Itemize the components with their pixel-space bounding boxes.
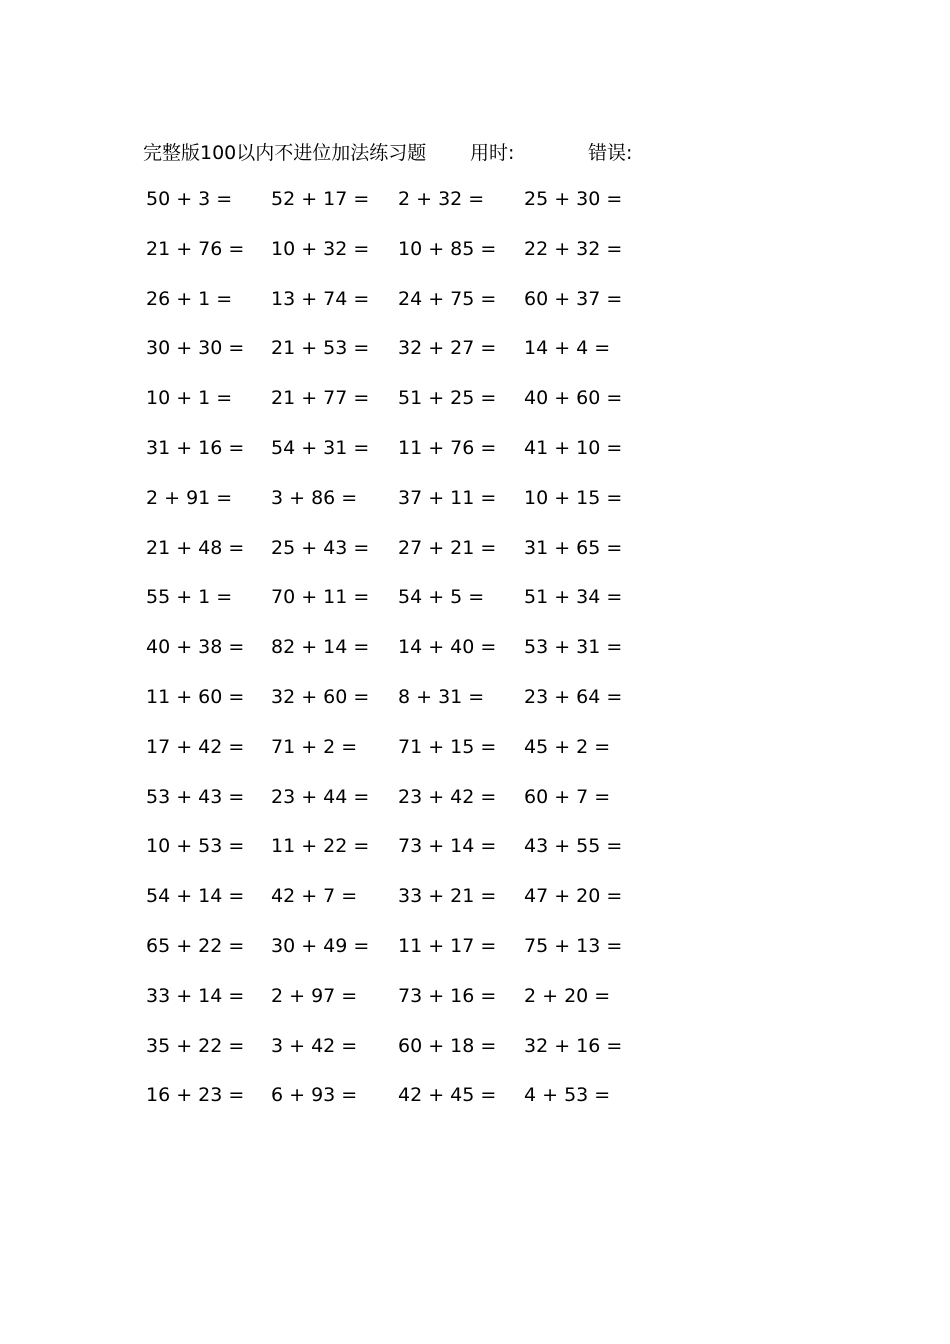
addition-problem: 60 + 37 = xyxy=(524,287,623,310)
problem-row xyxy=(0,184,950,214)
addition-problem: 31 + 65 = xyxy=(524,536,623,559)
addition-problem: 40 + 60 = xyxy=(524,387,623,410)
problem-row xyxy=(0,234,950,264)
addition-problem: 17 + 42 = xyxy=(146,735,245,758)
addition-problem: 55 + 1 = xyxy=(146,586,233,609)
problem-row xyxy=(0,682,950,712)
addition-problem: 73 + 14 = xyxy=(398,835,497,858)
addition-problem: 11 + 17 = xyxy=(398,935,497,957)
addition-problem: 26 + 1 = xyxy=(146,287,233,310)
addition-problem: 11 + 76 = xyxy=(398,437,497,459)
addition-problem: 41 + 10 = xyxy=(524,437,623,459)
addition-problem: 10 + 1 = xyxy=(146,387,233,410)
addition-problem: 21 + 48 = xyxy=(146,536,245,559)
addition-problem: 23 + 44 = xyxy=(271,785,370,808)
problem-row xyxy=(0,433,950,463)
problem-row xyxy=(0,881,950,911)
problem-row xyxy=(0,333,950,363)
addition-problem: 16 + 23 = xyxy=(146,1084,245,1107)
addition-problem: 31 + 16 = xyxy=(146,437,245,459)
problem-row xyxy=(0,732,950,762)
addition-problem: 2 + 91 = xyxy=(146,486,233,509)
addition-problem: 25 + 43 = xyxy=(271,536,370,559)
addition-problem: 54 + 31 = xyxy=(271,437,370,459)
addition-problem: 32 + 16 = xyxy=(524,1034,623,1057)
addition-problem: 33 + 14 = xyxy=(146,984,245,1007)
addition-problem: 24 + 75 = xyxy=(398,287,497,310)
addition-problem: 21 + 76 = xyxy=(146,237,245,260)
addition-problem: 60 + 18 = xyxy=(398,1034,497,1057)
addition-problem: 54 + 5 = xyxy=(398,586,485,609)
addition-problem: 10 + 32 = xyxy=(271,237,370,260)
problem-row xyxy=(0,533,950,563)
addition-problem: 2 + 97 = xyxy=(271,984,358,1007)
addition-problem: 42 + 45 = xyxy=(398,1084,497,1107)
addition-problem: 35 + 22 = xyxy=(146,1034,245,1057)
addition-problem: 71 + 15 = xyxy=(398,735,497,758)
addition-problem: 73 + 16 = xyxy=(398,984,497,1007)
worksheet-header xyxy=(0,135,950,165)
addition-problem: 82 + 14 = xyxy=(271,636,370,659)
addition-problem: 2 + 20 = xyxy=(524,984,611,1007)
addition-problem: 6 + 93 = xyxy=(271,1084,358,1107)
addition-problem: 10 + 85 = xyxy=(398,237,497,260)
addition-problem: 2 + 32 = xyxy=(398,188,485,210)
addition-problem: 30 + 49 = xyxy=(271,935,370,957)
addition-problem: 11 + 22 = xyxy=(271,835,370,858)
addition-problem: 30 + 30 = xyxy=(146,337,245,360)
problem-row xyxy=(0,981,950,1011)
addition-problem: 51 + 34 = xyxy=(524,586,623,609)
addition-problem: 25 + 30 = xyxy=(524,188,623,210)
problem-row xyxy=(0,383,950,413)
addition-problem: 50 + 3 = xyxy=(146,188,233,210)
addition-problem: 47 + 20 = xyxy=(524,885,623,908)
addition-problem: 10 + 53 = xyxy=(146,835,245,858)
addition-problem: 14 + 40 = xyxy=(398,636,497,659)
addition-problem: 32 + 60 = xyxy=(271,686,370,708)
addition-problem: 33 + 21 = xyxy=(398,885,497,908)
addition-problem: 21 + 53 = xyxy=(271,337,370,360)
problem-row xyxy=(0,831,950,861)
addition-problem: 60 + 7 = xyxy=(524,785,611,808)
addition-problem: 37 + 11 = xyxy=(398,486,497,509)
addition-problem: 3 + 86 = xyxy=(271,486,358,509)
addition-problem: 42 + 7 = xyxy=(271,885,358,908)
addition-problem: 52 + 17 = xyxy=(271,188,370,210)
addition-problem: 65 + 22 = xyxy=(146,935,245,957)
addition-problem: 32 + 27 = xyxy=(398,337,497,360)
problem-row xyxy=(0,284,950,314)
problem-row xyxy=(0,632,950,662)
addition-problem: 27 + 21 = xyxy=(398,536,497,559)
problem-row xyxy=(0,782,950,812)
addition-problem: 23 + 42 = xyxy=(398,785,497,808)
addition-problem: 22 + 32 = xyxy=(524,237,623,260)
addition-problem: 8 + 31 = xyxy=(398,686,485,708)
time-label: 用时: xyxy=(470,142,515,164)
addition-problem: 45 + 2 = xyxy=(524,735,611,758)
problem-row xyxy=(0,1031,950,1061)
addition-problem: 43 + 55 = xyxy=(524,835,623,858)
addition-problem: 21 + 77 = xyxy=(271,387,370,410)
addition-problem: 11 + 60 = xyxy=(146,686,245,708)
worksheet-title: 完整版100以内不进位加法练习题 xyxy=(143,142,427,164)
addition-problem: 53 + 31 = xyxy=(524,636,623,659)
addition-problem: 14 + 4 = xyxy=(524,337,611,360)
addition-problem: 71 + 2 = xyxy=(271,735,358,758)
problem-row xyxy=(0,931,950,961)
addition-problem: 53 + 43 = xyxy=(146,785,245,808)
problem-row xyxy=(0,1080,950,1110)
addition-problem: 40 + 38 = xyxy=(146,636,245,659)
problem-row xyxy=(0,483,950,513)
problem-row xyxy=(0,582,950,612)
addition-problem: 3 + 42 = xyxy=(271,1034,358,1057)
addition-problem: 54 + 14 = xyxy=(146,885,245,908)
addition-problem: 10 + 15 = xyxy=(524,486,623,509)
addition-problem: 51 + 25 = xyxy=(398,387,497,410)
addition-problem: 4 + 53 = xyxy=(524,1084,611,1107)
addition-problem: 23 + 64 = xyxy=(524,686,623,708)
addition-problem: 13 + 74 = xyxy=(271,287,370,310)
addition-problem: 75 + 13 = xyxy=(524,935,623,957)
addition-problem: 70 + 11 = xyxy=(271,586,370,609)
error-label: 错误: xyxy=(588,142,633,164)
